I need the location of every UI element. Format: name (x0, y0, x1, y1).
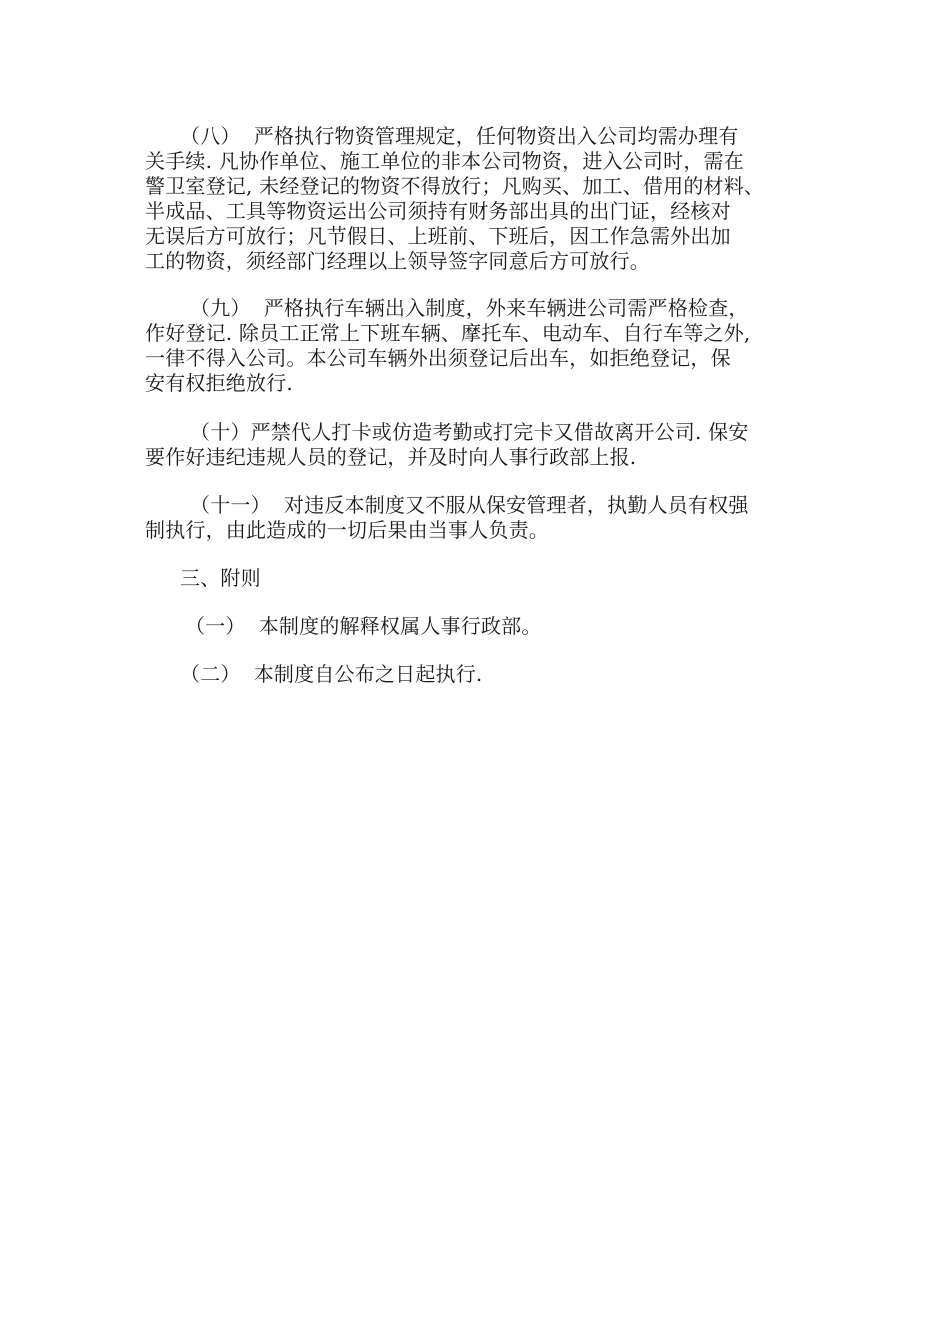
text-line: 制执行，由此造成的一切后果由当事人负责。 (145, 518, 549, 542)
text-line: （八） 严格执行物资管理规定，任何物资出入公司均需办理有 (180, 124, 739, 148)
text-line: 作好登记. 除员工正常上下班车辆、摩托车、电动车、自行车等之外, (145, 321, 751, 345)
text-line: 安有权拒绝放行. (145, 371, 293, 395)
text-line: 要作好违纪违规人员的登记，并及时向人事行政部上报. (145, 445, 637, 469)
section-heading: 三、附则 (180, 566, 261, 590)
text-line: 警卫室登记, 未经登记的物资不得放行；凡购买、加工、借用的材料、 (145, 174, 765, 198)
appendix-item: （二） 本制度自公布之日起执行. (180, 662, 483, 686)
text-line: （十）严禁代人打卡或仿造考勤或打完卡又借故离开公司. 保安 (190, 420, 749, 444)
appendix-item: （一） 本制度的解释权属人事行政部。 (185, 614, 542, 638)
text-line: 半成品、工具等物资运出公司须持有财务部出具的出门证，经核对 (145, 199, 731, 223)
text-line: （十一） 对违反本制度又不服从保安管理者，执勤人员有权强 (190, 493, 749, 517)
text-line: 无误后方可放行；凡节假日、上班前、下班后，因工作急需外出加 (145, 224, 731, 248)
text-line: 关手续. 凡协作单位、施工单位的非本公司物资，进入公司时，需在 (145, 149, 744, 173)
text-line: （九） 严格执行车辆出入制度，外来车辆进公司需严格检查， (190, 296, 749, 320)
text-line: 工的物资，须经部门经理以上领导签字同意后方可放行。 (145, 249, 650, 273)
text-line: 一律不得入公司。本公司车辆外出须登记后出车，如拒绝登记，保 (145, 346, 731, 370)
